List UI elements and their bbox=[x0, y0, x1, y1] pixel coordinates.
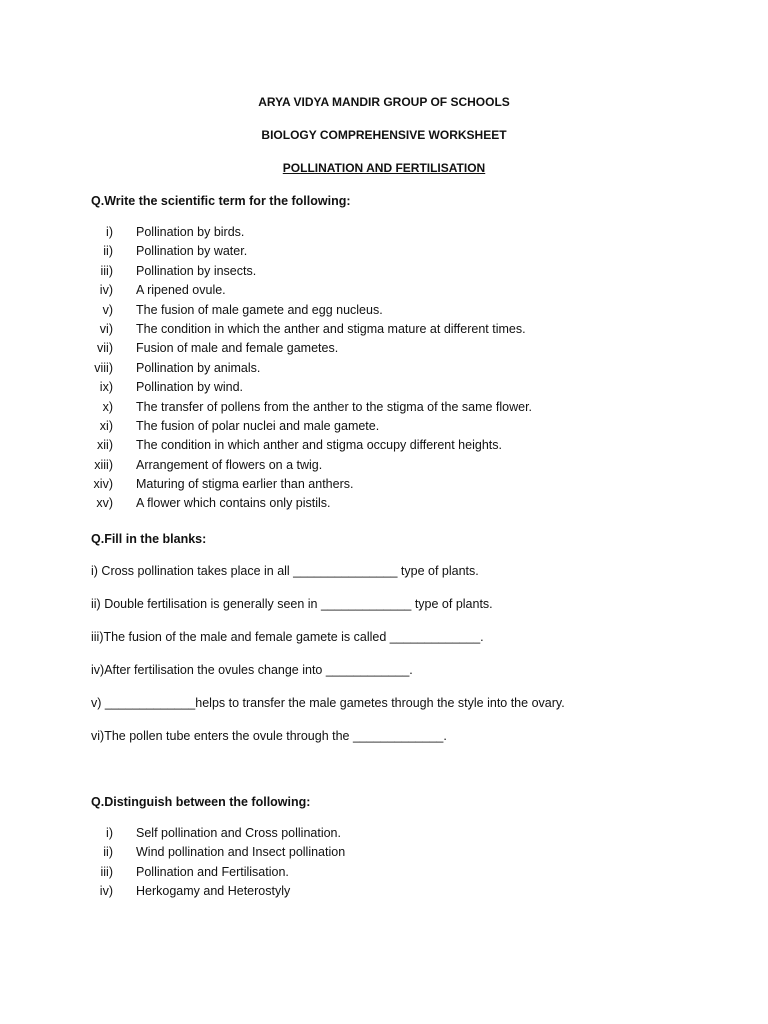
item-text: Fusion of male and female gametes. bbox=[136, 341, 339, 356]
item-text: Maturing of stigma earlier than anthers. bbox=[136, 477, 354, 492]
school-name: ARYA VIDYA MANDIR GROUP OF SCHOOLS bbox=[258, 95, 510, 109]
list-item bbox=[0, 359, 768, 378]
list-item bbox=[0, 301, 768, 320]
item-text: Pollination by wind. bbox=[136, 380, 244, 395]
fill-blank-item: i) Cross pollination takes place in all _______________ type of plants. bbox=[91, 564, 479, 578]
distinguish-list bbox=[0, 824, 768, 902]
list-item bbox=[0, 494, 768, 513]
fill-blank-item: vi)The pollen tube enters the ovule through the _____________. bbox=[91, 729, 447, 743]
list-item bbox=[0, 281, 768, 300]
section-fill-blanks-heading: Q.Fill in the blanks: bbox=[91, 532, 207, 546]
item-text: The fusion of male gamete and egg nucleus. bbox=[136, 302, 383, 317]
item-number: xiv) bbox=[93, 477, 113, 492]
item-text: The condition in which anther and stigma occupy different heights. bbox=[136, 438, 502, 453]
item-number: xv) bbox=[96, 496, 113, 511]
item-number: i) bbox=[106, 826, 113, 840]
item-number: v) bbox=[102, 302, 113, 317]
section-distinguish-heading: Q.Distinguish between the following: bbox=[91, 795, 311, 809]
item-text: Pollination by water. bbox=[136, 244, 248, 259]
item-text: Pollination by animals. bbox=[136, 360, 261, 375]
list-item bbox=[0, 242, 768, 261]
item-text: The fusion of polar nuclei and male gamete. bbox=[136, 418, 380, 433]
item-number: xii) bbox=[97, 438, 113, 453]
item-number: vi) bbox=[99, 321, 113, 336]
item-number: ix) bbox=[99, 380, 113, 395]
list-item bbox=[0, 863, 768, 882]
topic-title: POLLINATION AND FERTILISATION bbox=[282, 161, 486, 175]
fill-blank-item: iii)The fusion of the male and female gamete is called _____________. bbox=[91, 630, 484, 644]
item-number: iv) bbox=[99, 884, 113, 899]
item-number: ii) bbox=[103, 244, 113, 259]
item-text: A ripened ovule. bbox=[136, 283, 226, 298]
item-number: iii) bbox=[100, 263, 113, 278]
list-item bbox=[0, 824, 768, 843]
item-text: Pollination by insects. bbox=[136, 263, 257, 278]
list-item bbox=[0, 475, 768, 494]
fill-blank-item: v) _____________helps to transfer the male gametes through the style into the ovary. bbox=[91, 696, 565, 710]
list-item bbox=[0, 339, 768, 358]
fill-blank-item: ii) Double fertilisation is generally seen in _____________ type of plants. bbox=[91, 597, 493, 611]
worksheet-title: BIOLOGY COMPREHENSIVE WORKSHEET bbox=[261, 128, 507, 142]
item-number: iii) bbox=[100, 864, 113, 879]
item-text: Arrangement of flowers on a twig. bbox=[136, 457, 323, 472]
list-item bbox=[0, 417, 768, 436]
item-text: A flower which contains only pistils. bbox=[136, 496, 331, 511]
item-text: Wind pollination and Insect pollination bbox=[136, 845, 346, 860]
list-item bbox=[0, 882, 768, 901]
list-item bbox=[0, 456, 768, 475]
item-number: xi) bbox=[99, 418, 113, 433]
list-item bbox=[0, 378, 768, 397]
list-item bbox=[0, 262, 768, 281]
fill-blank-item: iv)After fertilisation the ovules change into ____________. bbox=[91, 663, 413, 677]
item-text: Herkogamy and Heterostyly bbox=[136, 884, 291, 899]
item-number: viii) bbox=[94, 360, 113, 375]
item-text: Pollination and Fertilisation. bbox=[136, 864, 289, 879]
scientific-terms-list bbox=[0, 223, 768, 514]
item-number: xiii) bbox=[94, 457, 113, 472]
list-item bbox=[0, 436, 768, 455]
list-item bbox=[0, 223, 768, 242]
list-item bbox=[0, 398, 768, 417]
item-number: iv) bbox=[99, 283, 113, 298]
item-number: i) bbox=[106, 225, 113, 239]
section-scientific-terms-heading: Q.Write the scientific term for the following: bbox=[91, 194, 351, 208]
item-text: The transfer of pollens from the anther to the stigma of the same flower. bbox=[136, 399, 533, 414]
item-number: vii) bbox=[97, 341, 113, 356]
item-text: The condition in which the anther and stigma mature at different times. bbox=[136, 321, 526, 336]
item-text: Pollination by birds. bbox=[136, 225, 245, 239]
list-item bbox=[0, 843, 768, 862]
list-item bbox=[0, 320, 768, 339]
item-number: ii) bbox=[103, 845, 113, 860]
item-number: x) bbox=[102, 399, 113, 414]
item-text: Self pollination and Cross pollination. bbox=[136, 826, 341, 840]
